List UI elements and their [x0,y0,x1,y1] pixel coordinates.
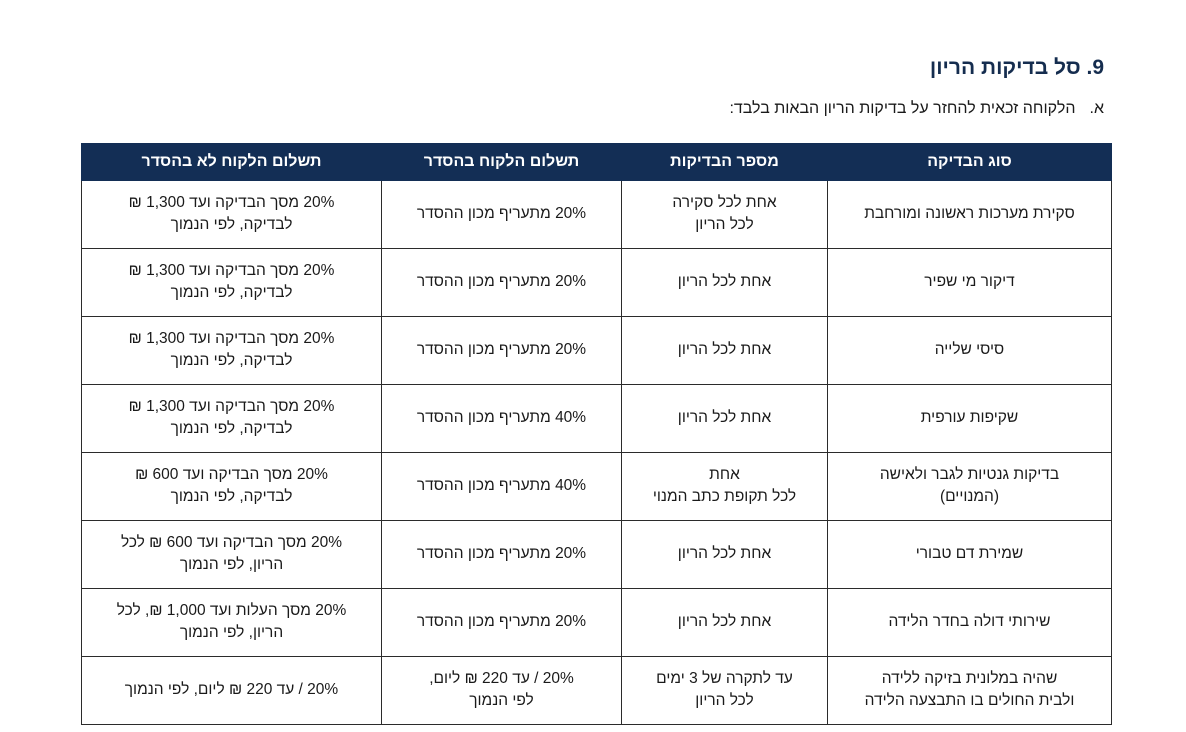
benefits-table [81,143,1112,725]
cell-test-count: אחת לכל תקופת כתב המנוי [622,452,828,520]
cell-payment-out-of-order: 20% מסך הבדיקה ועד 600 ₪ לכל הריון, לפי הנמוך [82,520,382,588]
cell-test-count: אחת לכל הריון [622,248,828,316]
cell-payment-out-of-order: 20% מסך הבדיקה ועד 1,300 ₪ לבדיקה, לפי הנמוך [82,181,382,249]
cell-test-count: אחת לכל סקירה לכל הריון [622,181,828,249]
cell-test-count: עד לתקרה של 3 ימים לכל הריון [622,656,828,724]
cell-test-type: דיקור מי שפיר [828,248,1112,316]
cell-payment-in-order: 20% מתעריף מכון ההסדר [382,520,622,588]
column-header-type: סוג הבדיקה [828,144,1112,181]
cell-payment-in-order: 20% מתעריף מכון ההסדר [382,181,622,249]
intro-paragraph [729,100,1104,118]
table-body [82,181,1112,725]
column-header-in-order: תשלום הלקוח בהסדר [382,144,622,181]
cell-test-count: אחת לכל הריון [622,520,828,588]
cell-test-type: שמירת דם טבורי [828,520,1112,588]
cell-payment-out-of-order: 20% מסך הבדיקה ועד 600 ₪ לבדיקה, לפי הנמוך [82,452,382,520]
cell-payment-out-of-order: 20% / עד 220 ₪ ליום, לפי הנמוך [82,656,382,724]
page-title: 9. סל בדיקות הריון [929,56,1104,79]
cell-test-type: סיסי שלייה [828,316,1112,384]
cell-test-type: שהיה במלונית בזיקה ללידה ולבית החולים בו התבצעה הלידה [828,656,1112,724]
cell-test-count: אחת לכל הריון [622,588,828,656]
cell-test-count: אחת לכל הריון [622,384,828,452]
table-row [82,588,1112,656]
column-header-count: מספר הבדיקות [622,144,828,181]
cell-payment-in-order: 40% מתעריף מכון ההסדר [382,384,622,452]
cell-payment-out-of-order: 20% מסך הבדיקה ועד 1,300 ₪ לבדיקה, לפי הנמוך [82,248,382,316]
cell-payment-in-order: 20% מתעריף מכון ההסדר [382,588,622,656]
cell-payment-out-of-order: 20% מסך הבדיקה ועד 1,300 ₪ לבדיקה, לפי הנמוך [82,384,382,452]
table-row [82,181,1112,249]
intro-text: הלקוחה זכאית להחזר על בדיקות הריון הבאות בלבד: [729,100,1076,117]
cell-payment-in-order: 20% / עד 220 ₪ ליום, לפי הנמוך [382,656,622,724]
cell-payment-in-order: 20% מתעריף מכון ההסדר [382,316,622,384]
table-row [82,520,1112,588]
table-row [82,452,1112,520]
column-header-out-of-order: תשלום הלקוח לא בהסדר [82,144,382,181]
table-row [82,656,1112,724]
cell-payment-out-of-order: 20% מסך הבדיקה ועד 1,300 ₪ לבדיקה, לפי הנמוך [82,316,382,384]
cell-test-type: בדיקות גנטיות לגבר ולאישה (המנויים) [828,452,1112,520]
cell-test-count: אחת לכל הריון [622,316,828,384]
table-header [82,144,1112,181]
table-row [82,248,1112,316]
table-row [82,384,1112,452]
intro-list-marker: א. [1089,100,1104,117]
cell-test-type: שירותי דולה בחדר הלידה [828,588,1112,656]
table-header-row [82,144,1112,181]
cell-test-type: סקירת מערכות ראשונה ומורחבת [828,181,1112,249]
cell-payment-in-order: 20% מתעריף מכון ההסדר [382,248,622,316]
cell-test-type: שקיפות עורפית [828,384,1112,452]
cell-payment-in-order: 40% מתעריף מכון ההסדר [382,452,622,520]
benefits-table-container [82,143,1112,725]
cell-payment-out-of-order: 20% מסך העלות ועד 1,000 ₪, לכל הריון, לפי הנמוך [82,588,382,656]
table-row [82,316,1112,384]
